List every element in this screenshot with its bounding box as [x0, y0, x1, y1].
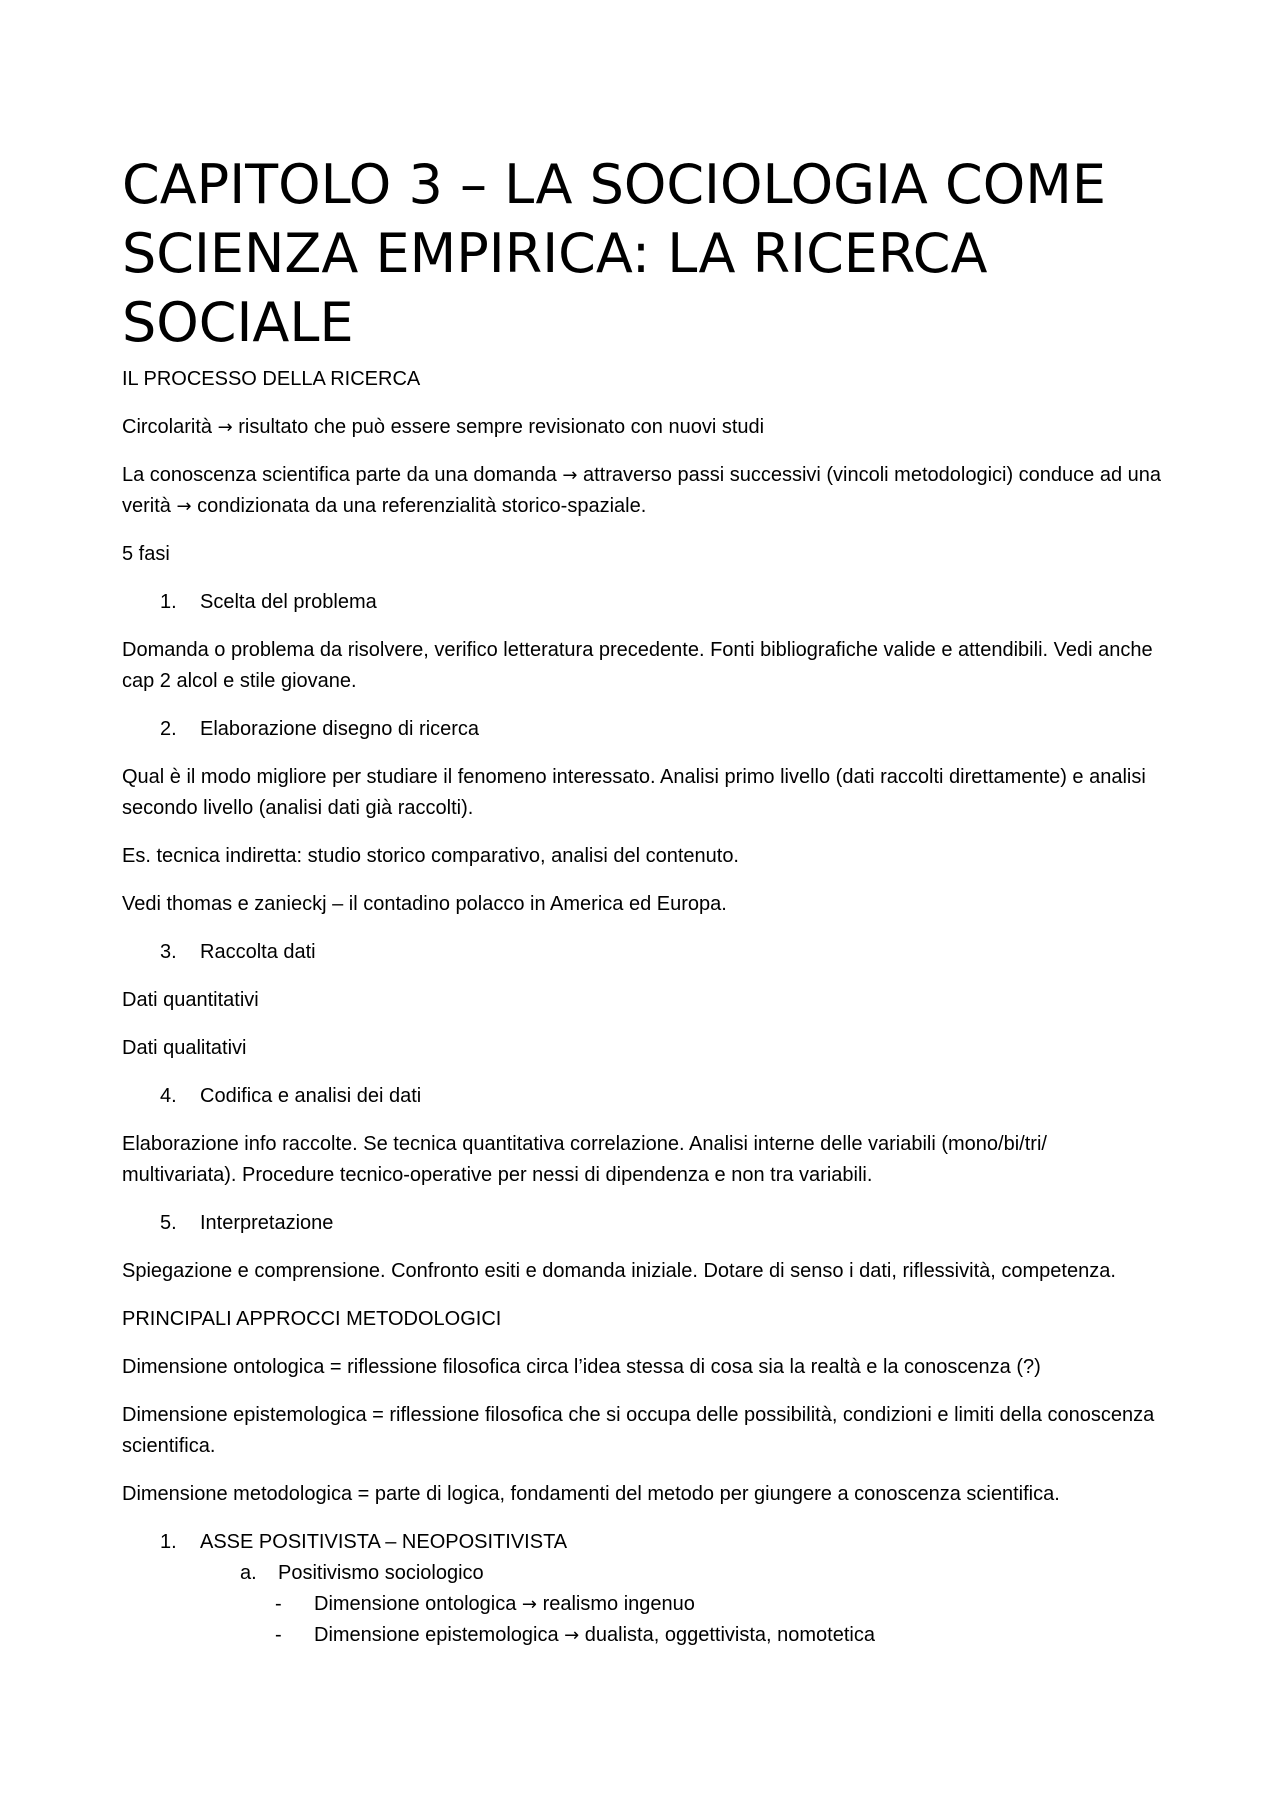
outline-item-level-3 — [122, 1620, 1162, 1651]
list-item-step-4 — [122, 1081, 1162, 1112]
list-number: 1. — [160, 1531, 177, 1553]
list-item-label-post: realismo ingenuo — [542, 1593, 695, 1615]
arrow-right-icon: → — [521, 1594, 537, 1615]
list-item-label: Codifica e analisi dei dati — [200, 1085, 422, 1107]
paragraph-step-4: Elaborazione info raccolte. Se tecnica quantitativa correlazione. Analisi interne delle variabili (mono/bi/tri/ multivariata). Procedure tecnico-operative per nessi di dipendenza e non tra variabili. — [122, 1133, 1047, 1186]
paragraph-step-2a: Qual è il modo migliore per studiare il fenomeno interessato. Analisi primo livello (dati raccolti direttamente) e analisi secondo livello (analisi dati già raccolti). — [122, 766, 1146, 819]
paragraph-dimensione-epistemologica: Dimensione epistemologica = riflessione filosofica che si occupa delle possibilità, condizioni e limiti della conoscenza scientifica. — [122, 1404, 1155, 1457]
section-heading-approcci: PRINCIPALI APPROCCI METODOLOGICI — [122, 1308, 502, 1330]
circolarita-definition: risultato che può essere sempre revisionato con nuovi studi — [238, 416, 765, 438]
list-item-step-3 — [122, 937, 1162, 968]
paragraph-circolarita — [122, 412, 1162, 443]
outline-item-level-3 — [122, 1589, 1162, 1620]
paragraph-step-3b: Dati qualitativi — [122, 1037, 247, 1059]
arrow-right-icon: → — [217, 417, 233, 438]
list-item-step-1 — [122, 587, 1162, 618]
conoscenza-part-a: La conoscenza scientifica parte da una domanda — [122, 464, 557, 486]
paragraph-step-3a: Dati quantitativi — [122, 989, 259, 1011]
list-item-step-2 — [122, 714, 1162, 745]
document-page — [122, 150, 1162, 1651]
list-item-label-post: dualista, oggettivista, nomotetica — [584, 1624, 875, 1646]
bullet-dash: - — [275, 1624, 282, 1646]
list-number: 1. — [160, 591, 177, 613]
paragraph-step-2c: Vedi thomas e zanieckj – il contadino polacco in America ed Europa. — [122, 893, 727, 915]
paragraph-conoscenza — [122, 460, 1162, 522]
paragraph-dimensione-ontologica: Dimensione ontologica = riflessione filosofica circa l’idea stessa di cosa sia la realtà e la conoscenza (?) — [122, 1356, 1041, 1378]
list-item-label: Positivismo sociologico — [278, 1562, 484, 1584]
list-item-step-5 — [122, 1208, 1162, 1239]
conoscenza-part-b: attraverso passi successivi (vincoli metodologici) conduce ad una verità — [122, 464, 1162, 517]
paragraph-step-1: Domanda o problema da risolvere, verifico letteratura precedente. Fonti bibliografiche valide e attendibili. Vedi anche cap 2 alcol e stile giovane. — [122, 639, 1153, 692]
nested-outline — [122, 1527, 1162, 1651]
list-number: 2. — [160, 718, 177, 740]
list-number: 5. — [160, 1212, 177, 1234]
outline-item-level-2 — [122, 1558, 1162, 1589]
conoscenza-part-c: condizionata da una referenzialità storico-spaziale. — [197, 495, 647, 517]
list-item-label: Elaborazione disegno di ricerca — [200, 718, 480, 740]
list-item-label: Interpretazione — [200, 1212, 334, 1234]
paragraph-dimensione-metodologica: Dimensione metodologica = parte di logica, fondamenti del metodo per giungere a conoscenza scientifica. — [122, 1483, 1060, 1505]
list-item-label-pre: Dimensione epistemologica — [314, 1624, 559, 1646]
page-title: CAPITOLO 3 – LA SOCIOLOGIA COME SCIENZA EMPIRICA: LA RICERCA SOCIALE — [122, 153, 1106, 354]
arrow-right-icon: → — [562, 465, 578, 486]
list-item-label: Raccolta dati — [200, 941, 316, 963]
outline-item-level-1 — [122, 1527, 1162, 1558]
paragraph-fasi: 5 fasi — [122, 543, 170, 565]
paragraph-step-5: Spiegazione e comprensione. Confronto esiti e domanda iniziale. Dotare di senso i dati, riflessività, competenza. — [122, 1260, 1116, 1282]
circolarita-term: Circolarità — [122, 416, 213, 438]
list-item-label-pre: Dimensione ontologica — [314, 1593, 517, 1615]
list-letter: a. — [240, 1562, 257, 1584]
list-number: 4. — [160, 1085, 177, 1107]
bullet-dash: - — [275, 1593, 282, 1615]
paragraph-step-2b: Es. tecnica indiretta: studio storico comparativo, analisi del contenuto. — [122, 845, 739, 867]
list-item-label: Scelta del problema — [200, 591, 377, 613]
section-heading-processo: IL PROCESSO DELLA RICERCA — [122, 368, 421, 390]
arrow-right-icon: → — [176, 496, 192, 517]
list-number: 3. — [160, 941, 177, 963]
list-item-label: ASSE POSITIVISTA – NEOPOSITIVISTA — [200, 1531, 568, 1553]
arrow-right-icon: → — [564, 1625, 580, 1646]
